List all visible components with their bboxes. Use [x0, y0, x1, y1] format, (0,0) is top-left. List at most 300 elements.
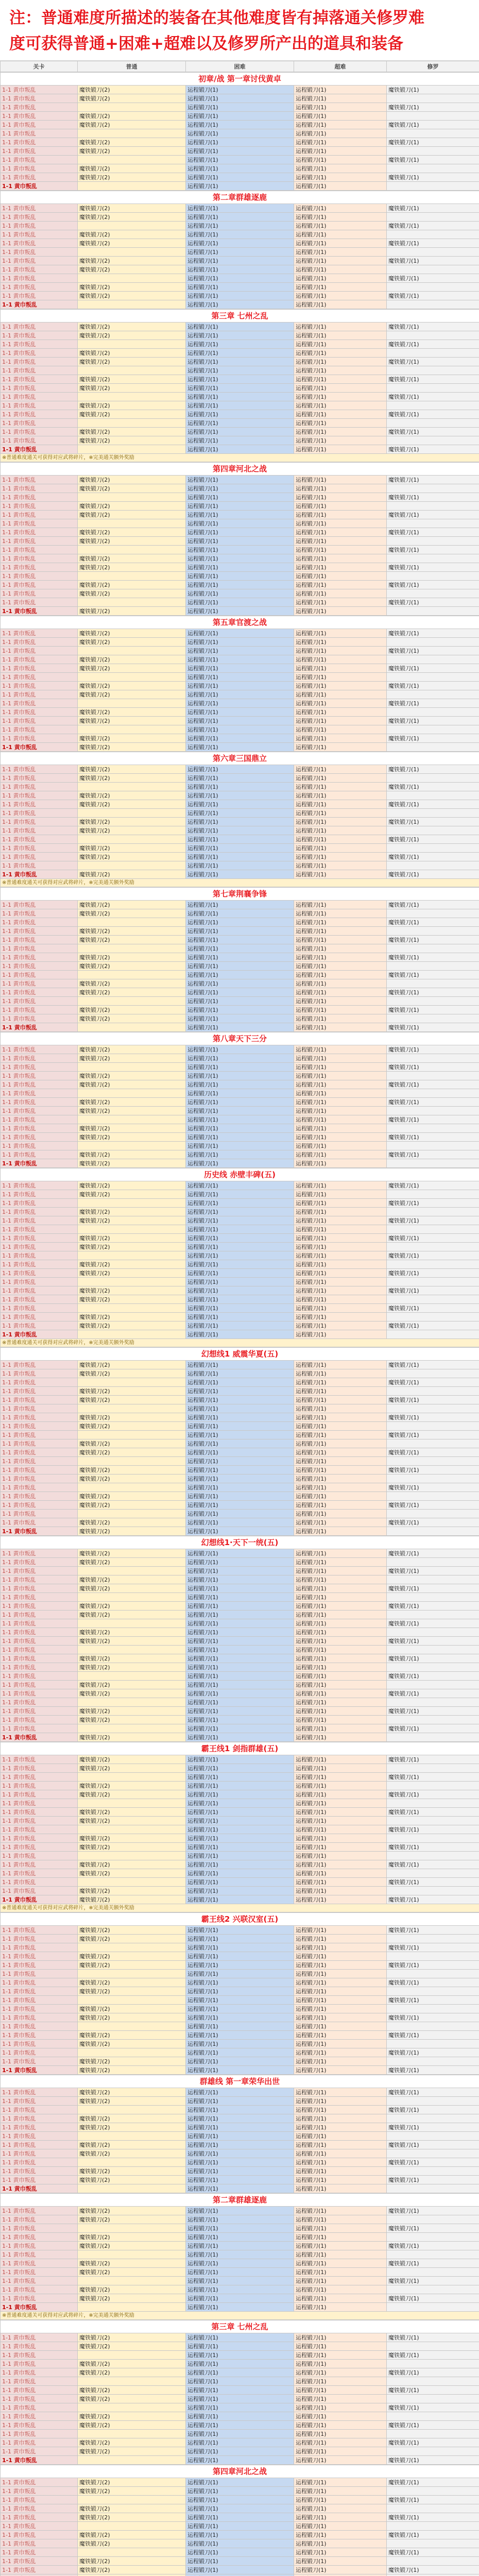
super-drop-cell: 运程锻刀(1) — [294, 581, 387, 589]
normal-drop-cell — [78, 493, 186, 502]
super-drop-cell: 运程锻刀(1) — [294, 1575, 387, 1584]
super-drop-cell: 运程锻刀(1) — [294, 1646, 387, 1654]
super-drop-cell: 运程锻刀(1) — [294, 2377, 387, 2386]
shura-drop-cell: 魔铁锻刀(1) — [387, 2333, 479, 2342]
shura-drop-cell: 魔铁锻刀(1) — [387, 445, 479, 454]
stage-cell: 1-1 黄巾叛乱 — [1, 86, 78, 94]
hard-drop-cell: 运程锻刀(1) — [186, 1492, 294, 1501]
super-drop-cell: 运程锻刀(1) — [294, 1755, 387, 1764]
table-row — [1, 1935, 479, 1943]
stage-cell: 1-1 黄巾叛乱 — [1, 2456, 78, 2465]
normal-drop-cell — [78, 1483, 186, 1492]
normal-drop-cell — [78, 366, 186, 375]
stage-cell: 1-1 黄巾叛乱 — [1, 2342, 78, 2351]
normal-drop-cell — [78, 2574, 186, 2576]
shura-drop-cell — [387, 1527, 479, 1536]
shura-drop-cell: 魔铁锻刀(1) — [387, 988, 479, 997]
super-drop-cell: 运程锻刀(1) — [294, 1978, 387, 1987]
stage-cell: 1-1 黄巾叛乱 — [1, 1243, 78, 1251]
hard-drop-cell: 运程锻刀(1) — [186, 401, 294, 410]
table-row — [1, 436, 479, 445]
table-row — [1, 1278, 479, 1286]
shura-drop-cell — [387, 213, 479, 222]
table-row — [1, 1860, 479, 1869]
table-row — [1, 655, 479, 664]
stage-cell: 1-1 黄巾叛乱 — [1, 2386, 78, 2395]
super-drop-cell: 运程锻刀(1) — [294, 717, 387, 725]
hard-drop-cell: 运程锻刀(1) — [186, 1681, 294, 1689]
super-drop-cell: 运程锻刀(1) — [294, 664, 387, 673]
normal-drop-cell: 魔铁锻刀(2) — [78, 94, 186, 103]
normal-drop-cell: 魔铁锻刀(2) — [78, 147, 186, 156]
hard-drop-cell: 运程锻刀(1) — [186, 2005, 294, 2013]
table-row — [1, 1115, 479, 1124]
shura-drop-cell — [387, 1243, 479, 1251]
shura-drop-cell — [387, 826, 479, 835]
normal-drop-cell: 魔铁锻刀(2) — [78, 2513, 186, 2522]
stage-cell: 1-1 黄巾叛乱 — [1, 1023, 78, 1032]
table-row — [1, 1764, 479, 1773]
stage-cell: 1-1 黄巾叛乱 — [1, 1698, 78, 1707]
hard-drop-cell: 运程锻刀(1) — [186, 1834, 294, 1843]
shura-drop-cell — [387, 1475, 479, 1483]
stage-cell: 1-1 黄巾叛乱 — [1, 230, 78, 239]
stage-cell: 1-1 黄巾叛乱 — [1, 809, 78, 818]
stage-cell: 1-1 黄巾叛乱 — [1, 1852, 78, 1860]
normal-drop-cell: 魔铁锻刀(2) — [78, 1611, 186, 1619]
normal-drop-cell: 魔铁锻刀(2) — [78, 2539, 186, 2548]
hard-drop-cell: 运程锻刀(1) — [186, 1199, 294, 1208]
normal-drop-cell: 魔铁锻刀(2) — [78, 2447, 186, 2456]
hard-drop-cell: 运程锻刀(1) — [186, 2496, 294, 2504]
table-row — [1, 2285, 479, 2294]
stage-cell: 1-1 黄巾叛乱 — [1, 274, 78, 283]
stage-cell: 1-1 黄巾叛乱 — [1, 835, 78, 844]
stage-cell: 1-1 黄巾叛乱 — [1, 502, 78, 511]
hard-drop-cell: 运程锻刀(1) — [186, 537, 294, 546]
table-row — [1, 2294, 479, 2303]
table-row — [1, 2478, 479, 2487]
shura-drop-cell: 魔铁锻刀(1) — [387, 2421, 479, 2430]
normal-drop-cell — [78, 156, 186, 164]
super-drop-cell: 运程锻刀(1) — [294, 358, 387, 366]
shura-drop-cell: 魔铁锻刀(1) — [387, 2386, 479, 2395]
shura-drop-cell: 魔铁锻刀(1) — [387, 598, 479, 607]
normal-drop-cell: 魔铁锻刀(2) — [78, 1234, 186, 1243]
hard-drop-cell: 运程锻刀(1) — [186, 1790, 294, 1799]
stage-cell: 1-1 黄巾叛乱 — [1, 1817, 78, 1825]
super-drop-cell: 运程锻刀(1) — [294, 1961, 387, 1970]
stage-cell: 1-1 黄巾叛乱 — [1, 484, 78, 493]
super-drop-cell: 运程锻刀(1) — [294, 673, 387, 682]
stage-cell: 1-1 黄巾叛乱 — [1, 1501, 78, 1510]
shura-drop-cell: 魔铁锻刀(1) — [387, 1361, 479, 1369]
hard-drop-cell: 运程锻刀(1) — [186, 230, 294, 239]
normal-drop-cell: 魔铁锻刀(2) — [78, 1072, 186, 1080]
normal-drop-cell — [78, 2403, 186, 2412]
table-row — [1, 2207, 479, 2215]
table-row — [1, 1457, 479, 1466]
hard-drop-cell: 运程锻刀(1) — [186, 2566, 294, 2574]
chapter-title: 群雄线 第一章荣华出世 — [1, 2075, 479, 2088]
normal-drop-cell: 魔铁锻刀(2) — [78, 2233, 186, 2242]
stage-cell: 1-1 黄巾叛乱 — [1, 682, 78, 690]
super-drop-cell: 运程锻刀(1) — [294, 2233, 387, 2242]
table-row — [1, 230, 479, 239]
table-row — [1, 182, 479, 191]
hard-drop-cell: 运程锻刀(1) — [186, 248, 294, 257]
super-drop-cell: 运程锻刀(1) — [294, 2421, 387, 2430]
super-drop-cell: 运程锻刀(1) — [294, 962, 387, 971]
table-row — [1, 323, 479, 331]
table-row — [1, 2539, 479, 2548]
shura-drop-cell — [387, 2574, 479, 2576]
stage-cell: 1-1 黄巾叛乱 — [1, 1269, 78, 1278]
table-row — [1, 598, 479, 607]
table-row — [1, 1663, 479, 1672]
table-row — [1, 979, 479, 988]
super-drop-cell: 运程锻刀(1) — [294, 1208, 387, 1216]
hard-drop-cell: 运程锻刀(1) — [186, 2149, 294, 2158]
shura-drop-cell — [387, 283, 479, 292]
normal-drop-cell: 魔铁锻刀(2) — [78, 484, 186, 493]
hard-drop-cell: 运程锻刀(1) — [186, 1278, 294, 1286]
normal-drop-cell: 魔铁锻刀(2) — [78, 2531, 186, 2539]
super-drop-cell: 运程锻刀(1) — [294, 1115, 387, 1124]
normal-drop-cell: 魔铁锻刀(2) — [78, 502, 186, 511]
table-row — [1, 2106, 479, 2114]
hard-drop-cell: 运程锻刀(1) — [186, 358, 294, 366]
shura-drop-cell: 魔铁锻刀(1) — [387, 1843, 479, 1852]
table-row — [1, 953, 479, 962]
super-drop-cell: 运程锻刀(1) — [294, 1996, 387, 2005]
hard-drop-cell: 运程锻刀(1) — [186, 2233, 294, 2242]
super-drop-cell: 运程锻刀(1) — [294, 2447, 387, 2456]
hard-drop-cell: 运程锻刀(1) — [186, 484, 294, 493]
table-row — [1, 988, 479, 997]
stage-cell: 1-1 黄巾叛乱 — [1, 927, 78, 936]
table-row — [1, 1575, 479, 1584]
super-drop-cell: 运程锻刀(1) — [294, 2123, 387, 2132]
hard-drop-cell: 运程锻刀(1) — [186, 2224, 294, 2233]
super-drop-cell: 运程锻刀(1) — [294, 2360, 387, 2368]
shura-drop-cell — [387, 1799, 479, 1808]
stage-cell: 1-1 黄巾叛乱 — [1, 664, 78, 673]
super-drop-cell: 运程锻刀(1) — [294, 927, 387, 936]
shura-drop-cell: 魔铁锻刀(1) — [387, 783, 479, 791]
super-drop-cell: 运程锻刀(1) — [294, 2141, 387, 2149]
table-row — [1, 2048, 479, 2057]
note-line-2: 度可获得普通+困难+超难以及修罗所产出的道具和装备 — [9, 35, 403, 53]
super-drop-cell: 运程锻刀(1) — [294, 147, 387, 156]
stage-cell: 1-1 黄巾叛乱 — [1, 979, 78, 988]
table-row — [1, 1852, 479, 1860]
super-drop-cell: 运程锻刀(1) — [294, 528, 387, 537]
super-drop-cell: 运程锻刀(1) — [294, 1269, 387, 1278]
normal-drop-cell: 魔铁锻刀(2) — [78, 1422, 186, 1431]
shura-drop-cell: 魔铁锻刀(1) — [387, 1619, 479, 1628]
hard-drop-cell: 运程锻刀(1) — [186, 1567, 294, 1575]
chapter-heading-row — [1, 462, 479, 476]
super-drop-cell: 运程锻刀(1) — [294, 979, 387, 988]
normal-drop-cell: 魔铁锻刀(2) — [78, 323, 186, 331]
hard-drop-cell: 运程锻刀(1) — [186, 853, 294, 861]
shura-drop-cell — [387, 1558, 479, 1567]
stage-cell: 1-1 黄巾叛乱 — [1, 971, 78, 979]
table-row — [1, 1733, 479, 1742]
table-row — [1, 1799, 479, 1808]
normal-drop-cell: 魔铁锻刀(2) — [78, 1208, 186, 1216]
chapter-title: 第二章群雄逐鹿 — [1, 2193, 479, 2207]
table-row — [1, 800, 479, 809]
table-row — [1, 818, 479, 826]
table-row — [1, 1808, 479, 1817]
hard-drop-cell: 运程锻刀(1) — [186, 682, 294, 690]
table-row — [1, 2303, 479, 2312]
super-drop-cell: 运程锻刀(1) — [294, 1243, 387, 1251]
table-row — [1, 1124, 479, 1133]
stage-cell: 1-1 黄巾叛乱 — [1, 2057, 78, 2066]
stage-cell: 1-1 黄巾叛乱 — [1, 1439, 78, 1448]
table-row — [1, 1790, 479, 1799]
normal-drop-cell: 魔铁锻刀(2) — [78, 2005, 186, 2013]
table-row — [1, 2224, 479, 2233]
shura-drop-cell: 魔铁锻刀(1) — [387, 138, 479, 147]
table-row — [1, 765, 479, 774]
normal-drop-cell — [78, 2303, 186, 2312]
super-drop-cell: 运程锻刀(1) — [294, 1834, 387, 1843]
table-row — [1, 428, 479, 436]
shura-drop-cell: 魔铁锻刀(1) — [387, 2224, 479, 2233]
table-row — [1, 971, 479, 979]
super-drop-cell: 运程锻刀(1) — [294, 546, 387, 554]
super-drop-cell: 运程锻刀(1) — [294, 419, 387, 428]
stage-cell: 1-1 黄巾叛乱 — [1, 1733, 78, 1742]
table-row — [1, 2504, 479, 2513]
normal-drop-cell: 魔铁锻刀(2) — [78, 1733, 186, 1742]
hard-drop-cell: 运程锻刀(1) — [186, 1330, 294, 1339]
normal-drop-cell: 魔铁锻刀(2) — [78, 1689, 186, 1698]
table-row — [1, 1782, 479, 1790]
stage-cell: 1-1 黄巾叛乱 — [1, 2215, 78, 2224]
hard-drop-cell: 运程锻刀(1) — [186, 1978, 294, 1987]
shura-drop-cell — [387, 2250, 479, 2259]
table-row — [1, 511, 479, 519]
super-drop-cell: 运程锻刀(1) — [294, 1387, 387, 1396]
normal-drop-cell: 魔铁锻刀(2) — [78, 1321, 186, 1330]
super-drop-cell: 运程锻刀(1) — [294, 690, 387, 699]
shura-drop-cell — [387, 1698, 479, 1707]
normal-drop-cell: 魔铁锻刀(2) — [78, 213, 186, 222]
hard-drop-cell: 运程锻刀(1) — [186, 1952, 294, 1961]
shura-drop-cell: 魔铁锻刀(1) — [387, 1199, 479, 1208]
super-drop-cell: 运程锻刀(1) — [294, 1602, 387, 1611]
stage-cell: 1-1 黄巾叛乱 — [1, 2421, 78, 2430]
normal-drop-cell — [78, 419, 186, 428]
table-row — [1, 1330, 479, 1339]
hard-drop-cell: 运程锻刀(1) — [186, 445, 294, 454]
table-row — [1, 2022, 479, 2031]
shura-drop-cell: 魔铁锻刀(1) — [387, 2403, 479, 2412]
normal-drop-cell: 魔铁锻刀(2) — [78, 1869, 186, 1878]
shura-drop-cell — [387, 2097, 479, 2106]
table-row — [1, 222, 479, 230]
table-row — [1, 1549, 479, 1558]
stage-cell: 1-1 黄巾叛乱 — [1, 2513, 78, 2522]
hard-drop-cell: 运程锻刀(1) — [186, 1475, 294, 1483]
stage-cell: 1-1 黄巾叛乱 — [1, 2487, 78, 2496]
stage-cell: 1-1 黄巾叛乱 — [1, 1527, 78, 1536]
super-drop-cell: 运程锻刀(1) — [294, 2224, 387, 2233]
super-drop-cell: 运程锻刀(1) — [294, 2368, 387, 2377]
chapter-title: 第八章天下三分 — [1, 1032, 479, 1045]
normal-drop-cell: 魔铁锻刀(2) — [78, 358, 186, 366]
super-drop-cell: 运程锻刀(1) — [294, 2566, 387, 2574]
stage-cell: 1-1 黄巾叛乱 — [1, 826, 78, 835]
super-drop-cell: 运程锻刀(1) — [294, 2097, 387, 2106]
hard-drop-cell: 运程锻刀(1) — [186, 476, 294, 484]
normal-drop-cell: 魔铁锻刀(2) — [78, 1790, 186, 1799]
stage-cell: 1-1 黄巾叛乱 — [1, 393, 78, 401]
normal-drop-cell — [78, 1672, 186, 1681]
shura-drop-cell — [387, 384, 479, 393]
normal-drop-cell — [78, 1089, 186, 1098]
shura-drop-cell — [387, 1611, 479, 1619]
stage-cell: 1-1 黄巾叛乱 — [1, 2233, 78, 2242]
hard-drop-cell: 运程锻刀(1) — [186, 1510, 294, 1518]
normal-drop-cell — [78, 1330, 186, 1339]
super-drop-cell: 运程锻刀(1) — [294, 1716, 387, 1724]
super-drop-cell: 运程锻刀(1) — [294, 1637, 387, 1646]
hard-drop-cell: 运程锻刀(1) — [186, 2013, 294, 2022]
normal-drop-cell: 魔铁锻刀(2) — [78, 2360, 186, 2368]
shura-drop-cell — [387, 1817, 479, 1825]
stage-cell: 1-1 黄巾叛乱 — [1, 1396, 78, 1404]
shura-drop-cell — [387, 2412, 479, 2421]
normal-drop-cell: 魔铁锻刀(2) — [78, 204, 186, 213]
shura-drop-cell: 魔铁锻刀(1) — [387, 1501, 479, 1510]
super-drop-cell: 运程锻刀(1) — [294, 2057, 387, 2066]
table-row — [1, 1755, 479, 1764]
normal-drop-cell: 魔铁锻刀(2) — [78, 1387, 186, 1396]
shura-drop-cell — [387, 1330, 479, 1339]
drop-note-row — [1, 1339, 479, 1348]
shura-drop-cell: 魔铁锻刀(1) — [387, 1080, 479, 1089]
super-drop-cell: 运程锻刀(1) — [294, 1378, 387, 1387]
super-drop-cell: 运程锻刀(1) — [294, 257, 387, 265]
normal-drop-cell — [78, 1593, 186, 1602]
super-drop-cell: 运程锻刀(1) — [294, 2259, 387, 2268]
shura-drop-cell — [387, 94, 479, 103]
normal-drop-cell — [78, 835, 186, 844]
shura-drop-cell: 魔铁锻刀(1) — [387, 2088, 479, 2097]
hard-drop-cell: 运程锻刀(1) — [186, 436, 294, 445]
table-row — [1, 1567, 479, 1575]
stage-cell: 1-1 黄巾叛乱 — [1, 1133, 78, 1142]
stage-cell: 1-1 黄巾叛乱 — [1, 2412, 78, 2421]
stage-cell: 1-1 黄巾叛乱 — [1, 1843, 78, 1852]
normal-drop-cell — [78, 1199, 186, 1208]
super-drop-cell: 运程锻刀(1) — [294, 2487, 387, 2496]
normal-drop-cell: 魔铁锻刀(2) — [78, 476, 186, 484]
normal-drop-cell: 魔铁锻刀(2) — [78, 1834, 186, 1843]
shura-drop-cell — [387, 401, 479, 410]
chapter-title: 第三章 七州之乱 — [1, 309, 479, 323]
normal-drop-cell: 魔铁锻刀(2) — [78, 173, 186, 182]
stage-cell: 1-1 黄巾叛乱 — [1, 340, 78, 349]
hard-drop-cell: 运程锻刀(1) — [186, 1689, 294, 1698]
super-drop-cell: 运程锻刀(1) — [294, 2496, 387, 2504]
normal-drop-cell: 魔铁锻刀(2) — [78, 1107, 186, 1115]
normal-drop-cell: 魔铁锻刀(2) — [78, 2342, 186, 2351]
stage-cell: 1-1 黄巾叛乱 — [1, 997, 78, 1006]
stage-cell: 1-1 黄巾叛乱 — [1, 528, 78, 537]
hard-drop-cell: 运程锻刀(1) — [186, 1584, 294, 1593]
shura-drop-cell — [387, 164, 479, 173]
table-row — [1, 86, 479, 94]
super-drop-cell: 运程锻刀(1) — [294, 1063, 387, 1072]
stage-cell: 1-1 黄巾叛乱 — [1, 1790, 78, 1799]
hard-drop-cell: 运程锻刀(1) — [186, 138, 294, 147]
table-row — [1, 2277, 479, 2285]
super-drop-cell: 运程锻刀(1) — [294, 800, 387, 809]
shura-drop-cell: 魔铁锻刀(1) — [387, 2438, 479, 2447]
hard-drop-cell: 运程锻刀(1) — [186, 791, 294, 800]
table-row — [1, 2097, 479, 2106]
stage-cell: 1-1 黄巾叛乱 — [1, 1628, 78, 1637]
shura-drop-cell — [387, 1628, 479, 1637]
table-row — [1, 1448, 479, 1457]
shura-drop-cell: 魔铁锻刀(1) — [387, 2513, 479, 2522]
stage-cell: 1-1 黄巾叛乱 — [1, 655, 78, 664]
table-row — [1, 1190, 479, 1199]
hard-drop-cell: 运程锻刀(1) — [186, 1987, 294, 1996]
table-row — [1, 2386, 479, 2395]
table-row — [1, 138, 479, 147]
hard-drop-cell: 运程锻刀(1) — [186, 1260, 294, 1269]
shura-drop-cell — [387, 2539, 479, 2548]
shura-drop-cell — [387, 2132, 479, 2141]
stage-cell: 1-1 黄巾叛乱 — [1, 546, 78, 554]
stage-cell: 1-1 黄巾叛乱 — [1, 182, 78, 191]
stage-cell: 1-1 黄巾叛乱 — [1, 1593, 78, 1602]
stage-cell: 1-1 黄巾叛乱 — [1, 699, 78, 708]
super-drop-cell: 运程锻刀(1) — [294, 2333, 387, 2342]
shura-drop-cell — [387, 537, 479, 546]
shura-drop-cell — [387, 1575, 479, 1584]
hard-drop-cell: 运程锻刀(1) — [186, 1466, 294, 1475]
table-row — [1, 1006, 479, 1014]
normal-drop-cell: 魔铁锻刀(2) — [78, 2285, 186, 2294]
normal-drop-cell: 魔铁锻刀(2) — [78, 375, 186, 384]
table-row — [1, 1269, 479, 1278]
normal-drop-cell: 魔铁锻刀(2) — [78, 1817, 186, 1825]
hard-drop-cell: 运程锻刀(1) — [186, 927, 294, 936]
shura-drop-cell — [387, 1124, 479, 1133]
hard-drop-cell: 运程锻刀(1) — [186, 918, 294, 927]
super-drop-cell: 运程锻刀(1) — [294, 1431, 387, 1439]
normal-drop-cell: 魔铁锻刀(2) — [78, 554, 186, 563]
hard-drop-cell: 运程锻刀(1) — [186, 2548, 294, 2557]
table-row — [1, 1014, 479, 1023]
shura-drop-cell — [387, 1295, 479, 1304]
stage-cell: 1-1 黄巾叛乱 — [1, 734, 78, 743]
super-drop-cell: 运程锻刀(1) — [294, 349, 387, 358]
table-row — [1, 519, 479, 528]
normal-drop-cell: 魔铁锻刀(2) — [78, 1926, 186, 1935]
stage-cell: 1-1 黄巾叛乱 — [1, 962, 78, 971]
shura-drop-cell — [387, 519, 479, 528]
